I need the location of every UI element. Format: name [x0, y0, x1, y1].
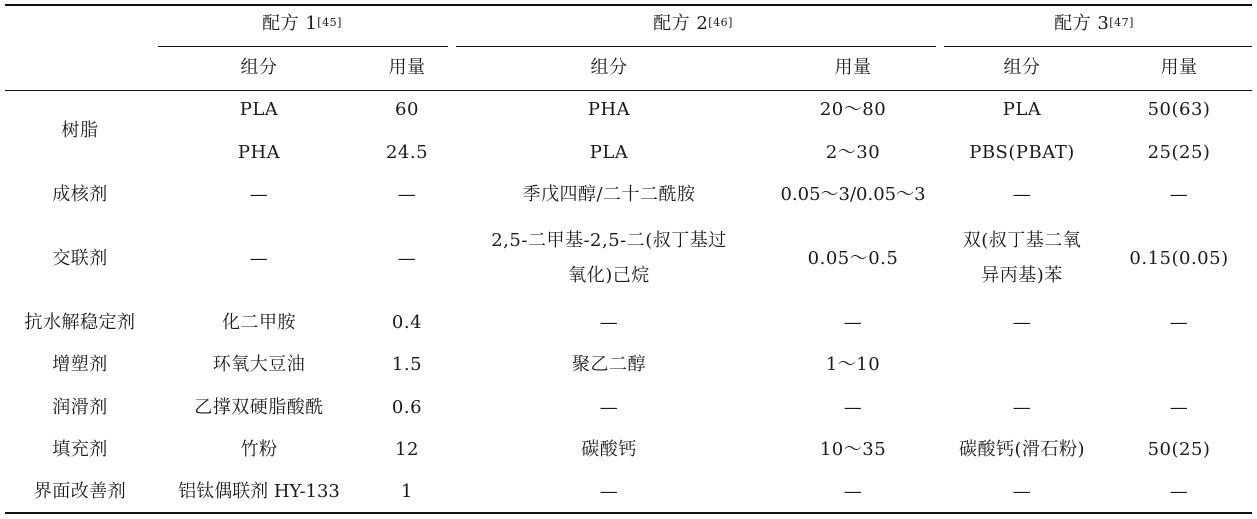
cell-f2-amount: —: [843, 397, 863, 418]
cell-f2-component: PLA: [589, 142, 629, 163]
cell-f1-amount: 24.5: [385, 142, 429, 163]
f3-amount-header: 用量: [1160, 57, 1198, 78]
cell-f1-component: PLA: [239, 99, 279, 120]
f1-component-header: 组分: [240, 57, 278, 78]
cell-f1-amount: —: [397, 184, 417, 205]
cell-f3-component: —: [1012, 397, 1032, 418]
cell-f2-amount: 10～35: [819, 439, 887, 460]
cell-f2-amount: 0.05～3/0.05～3: [780, 184, 926, 205]
cell-f1-component: —: [249, 248, 269, 269]
cell-f3-amount: 50(25): [1147, 439, 1211, 460]
cell-f1-amount: 0.6: [391, 397, 423, 418]
cell-f1-amount: 12: [395, 439, 419, 460]
cell-f2-component: PHA: [587, 99, 631, 120]
cell-f3-component: —: [1012, 312, 1032, 333]
cell-f1-amount: —: [397, 248, 417, 269]
cell-f3-component: 碳酸钙(滑石粉): [958, 439, 1086, 460]
row-category: 交联剂: [52, 248, 108, 269]
cell-f1-amount: 1.5: [391, 354, 423, 375]
cell-f3-component-line1: 双(叔丁基二氧: [962, 230, 1082, 251]
cell-f3-amount: 50(63): [1147, 99, 1211, 120]
cell-f2-component: —: [599, 312, 619, 333]
cell-f3-amount: —: [1169, 312, 1189, 333]
cell-f2-component-line2: 氧化)己烷: [568, 265, 650, 286]
cell-f1-amount: 60: [395, 99, 419, 120]
cell-f3-amount: —: [1169, 184, 1189, 205]
row-category: 界面改善剂: [33, 481, 127, 502]
cell-f1-component: 环氧大豆油: [212, 354, 306, 375]
cell-f1-component: PHA: [237, 142, 281, 163]
cell-f3-amount: —: [1169, 397, 1189, 418]
cell-f1-component: 竹粉: [240, 439, 278, 460]
cell-f3-amount: 25(25): [1147, 142, 1211, 163]
row-category: 润滑剂: [52, 397, 108, 418]
bottom-rule: [5, 512, 1252, 514]
cell-f1-component: —: [249, 184, 269, 205]
cell-f3-component: —: [1012, 481, 1032, 502]
cell-f2-component: 聚乙二醇: [572, 354, 646, 375]
row-category: 填充剂: [52, 439, 108, 460]
cell-f3-component: PLA: [1002, 99, 1042, 120]
formula3-underline: [944, 46, 1252, 47]
cell-f1-component: 乙撑双硬脂酸酰: [194, 397, 324, 418]
formula1-header: 配方 1[45]: [262, 13, 342, 34]
cell-f2-amount: 2～30: [825, 142, 881, 163]
cell-f2-amount: —: [843, 481, 863, 502]
header-rule: [5, 90, 1252, 91]
cell-f1-amount: 0.4: [391, 312, 423, 333]
cell-f2-amount: 0.05～0.5: [807, 248, 899, 269]
cell-f2-component-line1: 2,5-二甲基-2,5-二(叔丁基过: [491, 230, 727, 251]
row-category: 树脂: [61, 120, 99, 141]
cell-f2-amount: 1～10: [825, 354, 881, 375]
formula1-underline: [158, 46, 448, 47]
cell-f1-component: 铝钛偶联剂 HY-133: [178, 481, 340, 502]
formula2-header: 配方 2[46]: [653, 13, 733, 34]
cell-f2-component: —: [599, 481, 619, 502]
cell-f3-amount: —: [1169, 481, 1189, 502]
cell-f3-component-line2: 异丙基)苯: [981, 265, 1063, 286]
cell-f2-component: —: [599, 397, 619, 418]
f3-component-header: 组分: [1003, 57, 1041, 78]
cell-f2-component: 季戊四醇/二十二酰胺: [522, 184, 696, 205]
formula2-underline: [456, 46, 936, 47]
top-rule: [5, 4, 1252, 6]
row-category: 成核剂: [52, 184, 108, 205]
cell-f1-amount: 1: [401, 481, 413, 502]
cell-f3-component: PBS(PBAT): [969, 142, 1075, 163]
f2-amount-header: 用量: [834, 57, 872, 78]
f1-amount-header: 用量: [388, 57, 426, 78]
row-category: 抗水解稳定剂: [24, 312, 136, 333]
cell-f1-component: 化二甲胺: [222, 312, 296, 333]
cell-f3-component: —: [1012, 184, 1032, 205]
row-category: 增塑剂: [52, 354, 108, 375]
cell-f2-amount: 20～80: [819, 99, 887, 120]
cell-f2-amount: —: [843, 312, 863, 333]
cell-f2-component: 碳酸钙: [581, 439, 637, 460]
formula3-header: 配方 3[47]: [1054, 13, 1134, 34]
cell-f3-amount: 0.15(0.05): [1129, 248, 1229, 269]
f2-component-header: 组分: [590, 57, 628, 78]
